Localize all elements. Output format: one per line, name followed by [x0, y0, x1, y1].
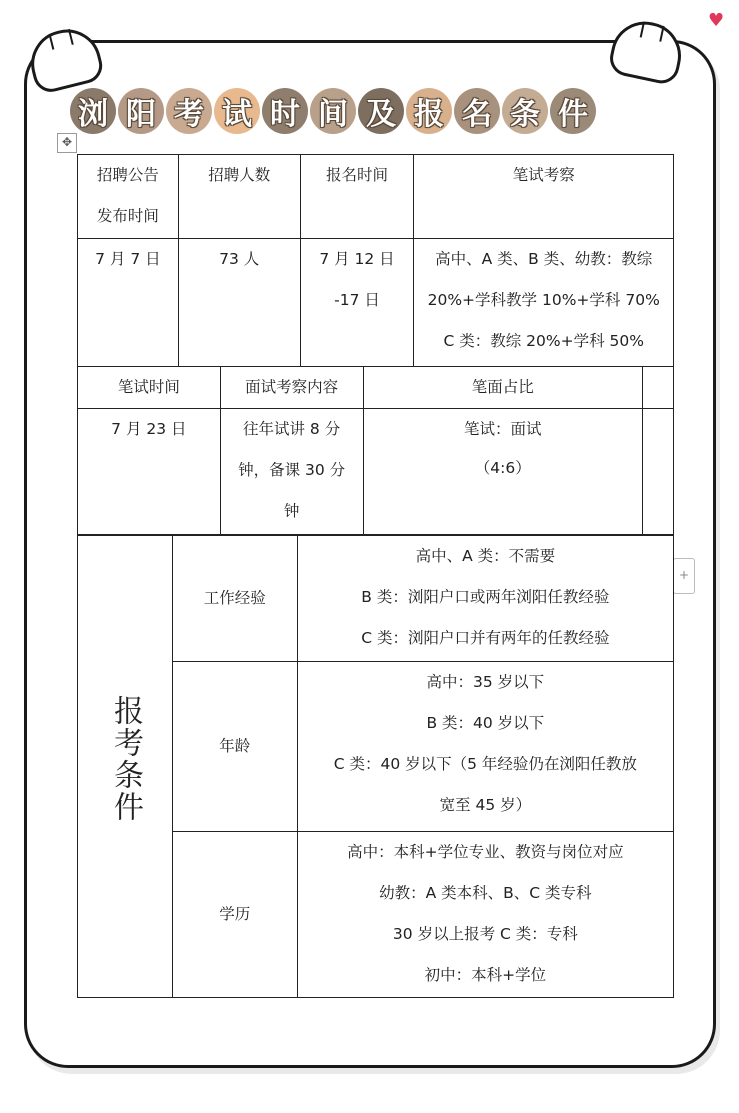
title-char: 试 — [214, 88, 260, 134]
requirements-table — [77, 535, 674, 998]
title-char: 间 — [310, 88, 356, 134]
header-ratio: 笔面占比 — [363, 367, 643, 409]
req-label-age: 年龄 — [172, 662, 297, 832]
requirements-side-label: 报考条件 — [78, 536, 173, 998]
header-written-exam: 笔试考察 — [414, 155, 674, 239]
title-char: 条 — [502, 88, 548, 134]
header-interview-content: 面试考察内容 — [220, 367, 363, 409]
req-value-education: 高中：本科+学位专业、教资与岗位对应 幼教：A 类本科、B、C 类专科 30 岁以上报考 C 类：专科 初中：本科+学位 — [297, 832, 673, 998]
req-value-age: 高中：35 岁以下 B 类：40 岁以下 C 类：40 岁以下（5 年经验仍在浏阳任教放 宽至 45 岁） — [297, 662, 673, 832]
cell-interview-content: 往年试讲 8 分 钟，备课 30 分 钟 — [220, 409, 363, 535]
title-char: 考 — [166, 88, 212, 134]
title-char: 报 — [406, 88, 452, 134]
table-row — [78, 536, 674, 662]
exam-schedule-table — [77, 366, 674, 535]
cell-ratio: 笔试：面试 （4:6） — [363, 409, 643, 535]
title-char: 浏 — [70, 88, 116, 134]
table-row — [78, 239, 674, 367]
header-written-time: 笔试时间 — [78, 367, 221, 409]
req-label-education: 学历 — [172, 832, 297, 998]
header-announce-time: 招聘公告 发布时间 — [78, 155, 179, 239]
heart-icon: ♥ — [708, 10, 725, 31]
empty-cell — [643, 409, 674, 535]
cell-count: 73 人 — [178, 239, 300, 367]
cell-announce-date: 7 月 7 日 — [78, 239, 179, 367]
header-count: 招聘人数 — [178, 155, 300, 239]
title-char: 名 — [454, 88, 500, 134]
table-move-handle-icon[interactable]: ✥ — [57, 133, 77, 153]
add-column-handle-icon[interactable]: + — [673, 558, 695, 594]
title-char: 及 — [358, 88, 404, 134]
header-registration-time: 报名时间 — [300, 155, 414, 239]
page-title — [70, 88, 596, 134]
req-label-experience: 工作经验 — [172, 536, 297, 662]
cell-written-date: 7 月 23 日 — [78, 409, 221, 535]
cell-registration-time: 7 月 12 日 -17 日 — [300, 239, 414, 367]
recruit-info-table — [77, 154, 674, 367]
table-row — [78, 155, 674, 239]
table-row — [78, 367, 674, 409]
title-char: 件 — [550, 88, 596, 134]
empty-cell — [643, 367, 674, 409]
title-char: 阳 — [118, 88, 164, 134]
cell-written-exam: 高中、A 类、B 类、幼教：教综 20%+学科教学 10%+学科 70% C 类：教综 20%+学科 50% — [414, 239, 674, 367]
title-char: 时 — [262, 88, 308, 134]
req-value-experience: 高中、A 类：不需要 B 类：浏阳户口或两年浏阳任教经验 C 类：浏阳户口并有两年的任教经验 — [297, 536, 673, 662]
table-row — [78, 409, 674, 535]
